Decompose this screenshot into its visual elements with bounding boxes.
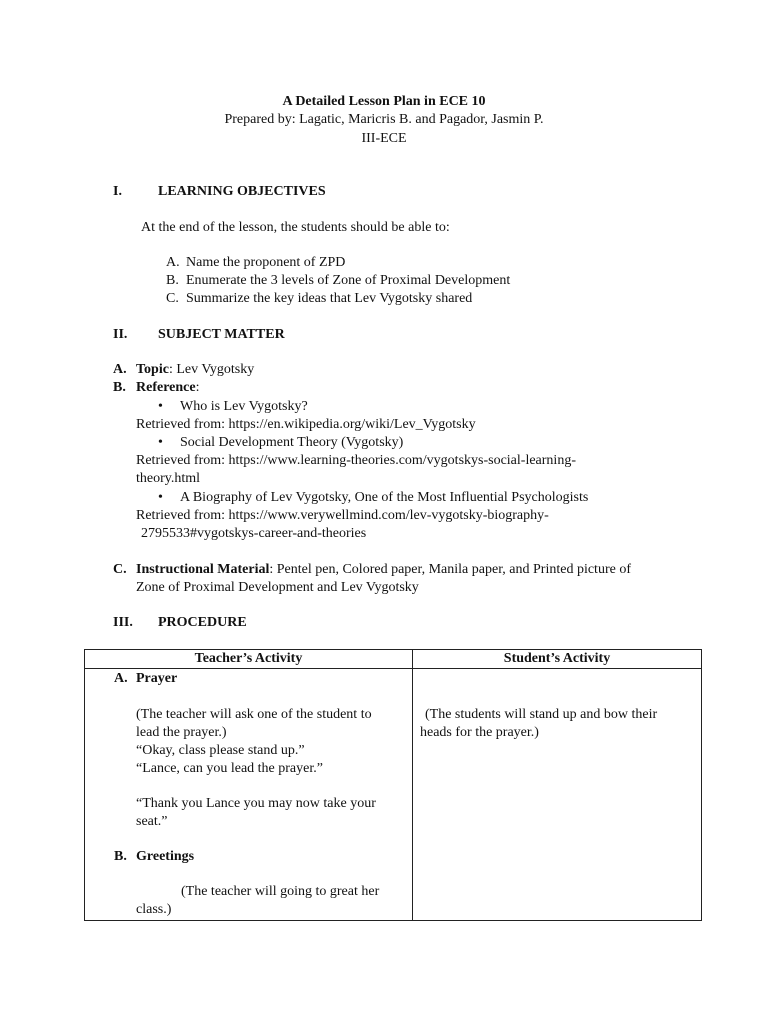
objectives-intro: At the end of the lesson, the students should be able to: (141, 220, 450, 235)
procedure-table (84, 649, 702, 921)
reference-title: Who is Lev Vygotsky? (180, 399, 308, 414)
section-heading: LEARNING OBJECTIVES (158, 184, 326, 199)
teacher-prayer-line: “Thank you Lance you may now take your (136, 796, 376, 811)
student-prayer-line: heads for the prayer.) (420, 725, 539, 740)
material-letter: C. (113, 562, 127, 577)
list-item-letter: B. (166, 273, 179, 288)
greetings-letter: B. (114, 849, 127, 864)
list-item-letter: A. (166, 255, 180, 270)
material-label: Instructional Material (136, 562, 270, 577)
reference-source: Retrieved from: https://www.verywellmind.com/lev-vygotsky-biography- (136, 508, 549, 523)
material-line (136, 561, 631, 579)
reference-title: Social Development Theory (Vygotsky) (180, 435, 404, 450)
material-value: : Pentel pen, Colored paper, Manila paper, and Printed picture of (269, 562, 631, 577)
prepared-by: Prepared by: Lagatic, Maricris B. and Pagador, Jasmin P. (224, 112, 544, 127)
list-item: Name the proponent of ZPD (186, 255, 346, 270)
reference-source: Retrieved from: https://en.wikipedia.org/wiki/Lev_Vygotsky (136, 417, 476, 432)
bullet-icon: • (158, 399, 163, 414)
teacher-prayer-line: seat.” (136, 814, 168, 829)
teacher-greeting-line: (The teacher will going to great her (181, 884, 380, 899)
teacher-prayer-line: (The teacher will ask one of the student to (136, 707, 372, 722)
topic-letter: A. (113, 362, 127, 377)
reference-line (136, 379, 199, 397)
reference-title: A Biography of Lev Vygotsky, One of the Most Influential Psychologists (180, 490, 589, 505)
material-value-cont: Zone of Proximal Development and Lev Vygotsky (136, 580, 419, 595)
document-title: A Detailed Lesson Plan in ECE 10 (282, 94, 486, 109)
reference-letter: B. (113, 380, 126, 395)
reference-source: 2795533#vygotskys-career-and-theories (141, 526, 367, 541)
reference-colon: : (195, 380, 200, 395)
class-section: III-ECE (361, 131, 407, 146)
section-numeral: I. (113, 184, 122, 199)
section-numeral: II. (113, 327, 128, 342)
teacher-prayer-line: “Okay, class please stand up.” (136, 743, 305, 758)
reference-source: Retrieved from: https://www.learning-theories.com/vygotskys-social-learning- (136, 453, 576, 468)
student-prayer-line: (The students will stand up and bow their (425, 707, 658, 722)
teacher-greeting-line: class.) (136, 902, 172, 917)
teacher-prayer-line: “Lance, can you lead the prayer.” (136, 761, 323, 776)
bullet-icon: • (158, 490, 163, 505)
list-item: Summarize the key ideas that Lev Vygotsky shared (186, 291, 473, 306)
topic-label: Topic (136, 362, 169, 377)
prayer-heading: Prayer (136, 671, 178, 686)
teacher-prayer-line: lead the prayer.) (136, 725, 227, 740)
reference-source: theory.html (136, 471, 201, 486)
section-numeral: III. (113, 615, 133, 630)
prayer-letter: A. (114, 671, 128, 686)
table-column-divider (412, 650, 413, 920)
col-header-student: Student’s Activity (503, 651, 611, 666)
col-header-teacher: Teacher’s Activity (194, 651, 303, 666)
greetings-heading: Greetings (136, 849, 195, 864)
topic-value: : Lev Vygotsky (168, 362, 255, 377)
bullet-icon: • (158, 435, 163, 450)
reference-label: Reference (136, 380, 196, 395)
topic-line (136, 361, 254, 379)
list-item: Enumerate the 3 levels of Zone of Proximal Development (186, 273, 511, 288)
list-item-letter: C. (166, 291, 179, 306)
section-heading: SUBJECT MATTER (158, 327, 285, 342)
table-header-divider (85, 668, 701, 669)
section-heading: PROCEDURE (158, 615, 247, 630)
